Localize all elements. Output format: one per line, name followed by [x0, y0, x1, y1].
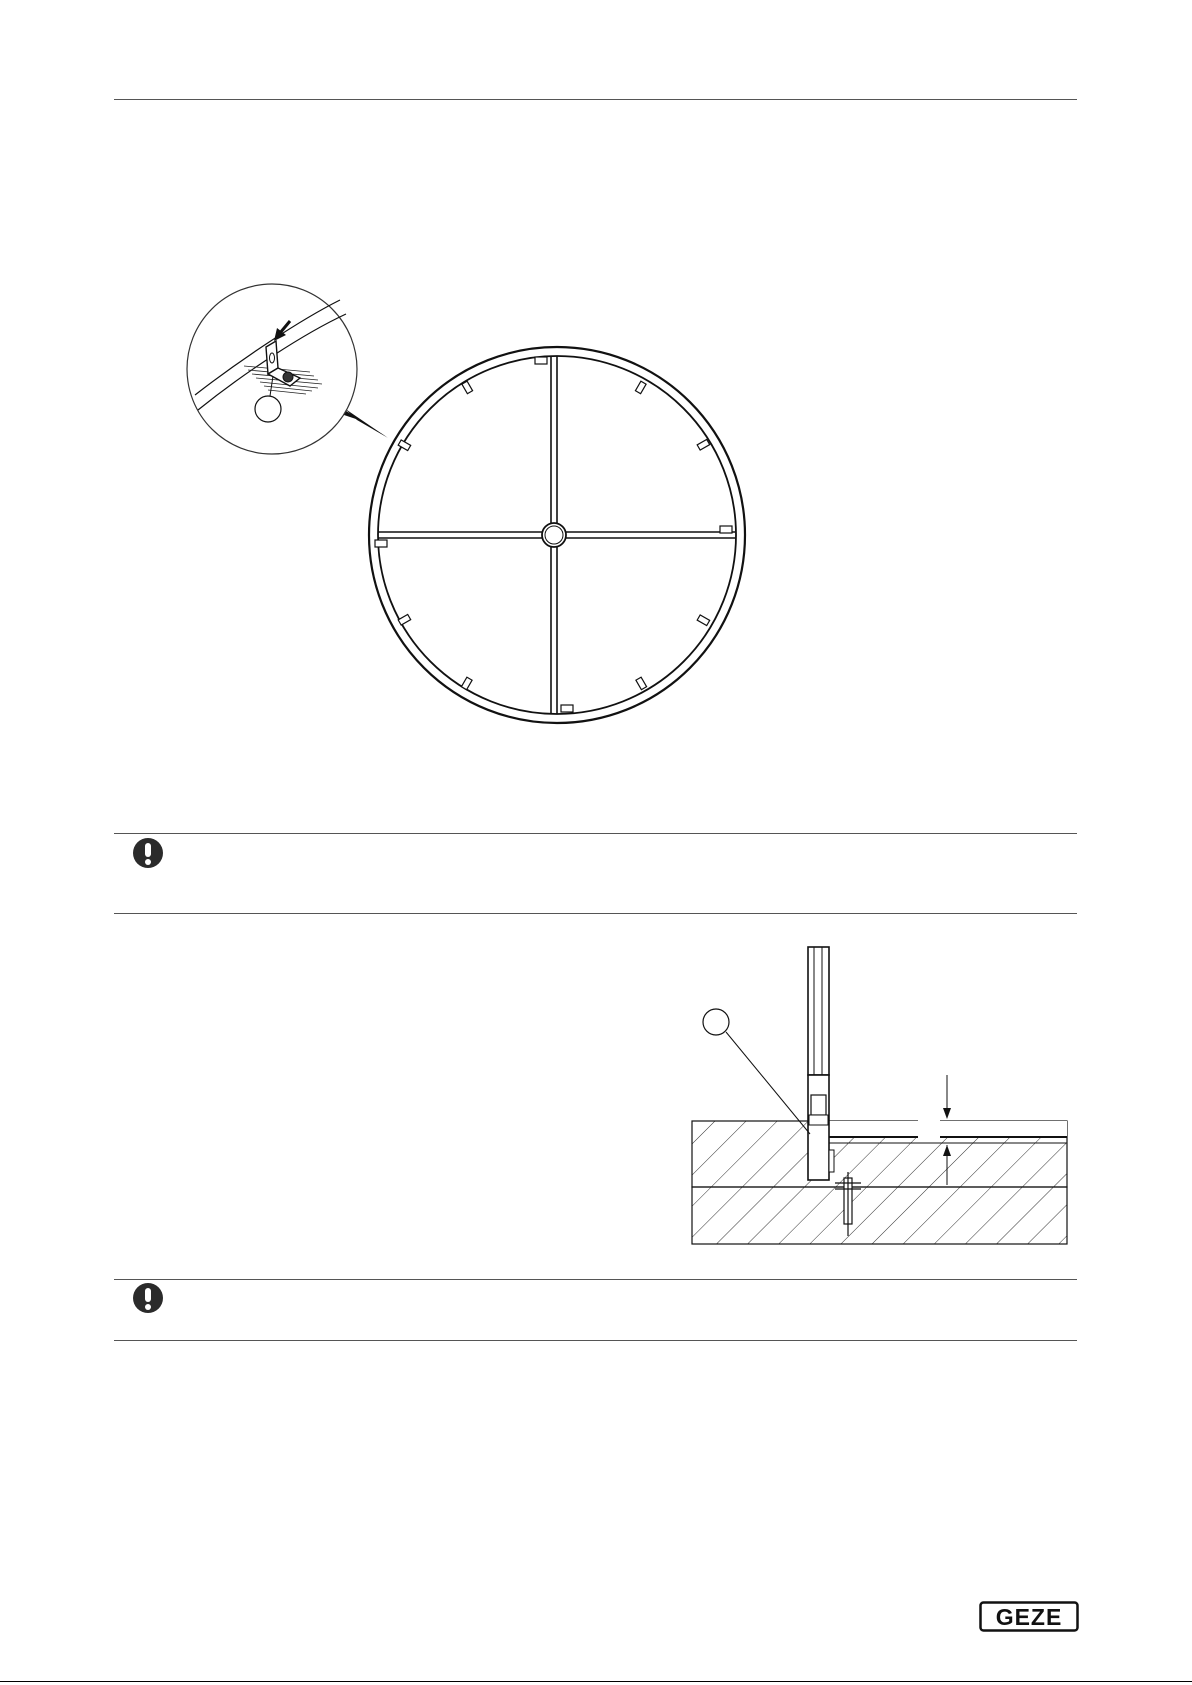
ring-frame-drawing — [180, 280, 760, 740]
geze-logo — [979, 1601, 1079, 1632]
bracket — [561, 705, 573, 712]
bracket — [461, 677, 472, 690]
notice-top-rule — [114, 833, 1077, 834]
detail-magnifier — [187, 284, 357, 454]
floor-lower-layer — [692, 1187, 1067, 1244]
exclamation-icon — [132, 1282, 164, 1314]
bracket — [535, 357, 547, 364]
notice-bottom-rule — [114, 913, 1077, 914]
svg-text:GEZE: GEZE — [995, 1604, 1063, 1630]
bracket — [462, 381, 473, 394]
bracket — [697, 615, 710, 626]
header-rule — [114, 99, 1077, 100]
bracket — [635, 381, 646, 394]
bracket — [636, 677, 647, 690]
bracket — [697, 439, 710, 450]
notice-bottom-rule — [114, 1340, 1077, 1341]
center-hub — [542, 523, 566, 547]
notice-top-rule — [114, 1279, 1077, 1280]
bracket — [398, 614, 411, 625]
callout-circle — [703, 1009, 729, 1035]
footer-rule — [0, 1681, 1192, 1682]
frame-post — [808, 947, 829, 1075]
exclamation-icon — [132, 837, 164, 869]
bracket — [375, 540, 387, 547]
bracket — [720, 526, 732, 533]
callout-circle — [255, 396, 281, 422]
floor-section-drawing — [690, 945, 1070, 1250]
